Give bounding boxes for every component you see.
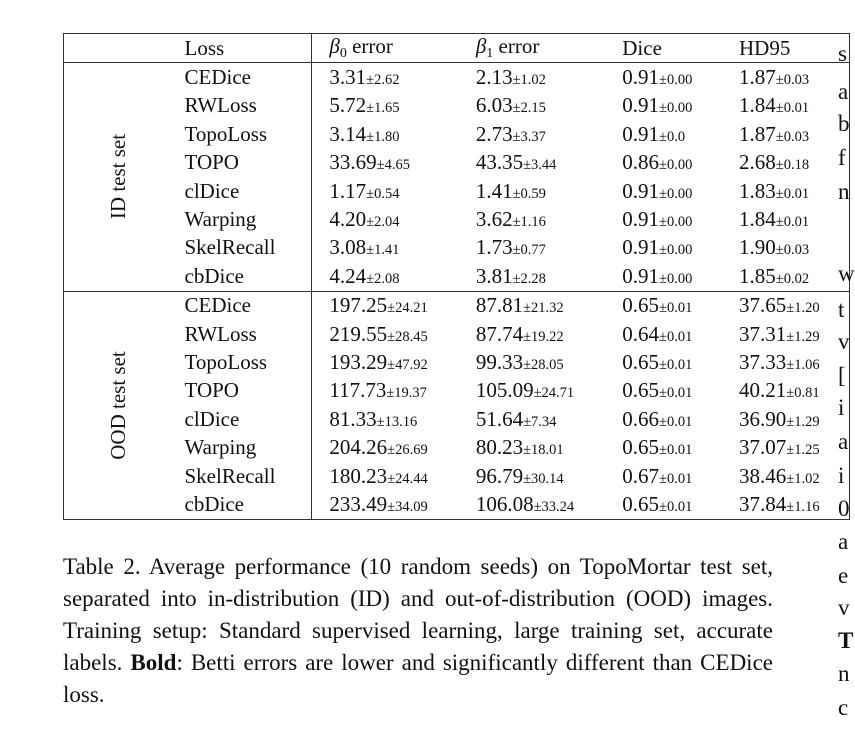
cell-hd95 <box>735 291 850 320</box>
table-row <box>64 262 850 291</box>
cut-text-fragment: 0 <box>838 496 850 521</box>
cell-hd95 <box>735 92 850 120</box>
cell-value: 0.65 <box>622 293 660 318</box>
cell-std: ±1.25 <box>786 442 820 459</box>
header-row <box>64 34 850 63</box>
cell-dice <box>618 348 735 376</box>
cell-value: 2.73 <box>475 121 513 146</box>
cell-value: 81.33 <box>329 406 377 431</box>
cell-beta1-error <box>472 262 618 291</box>
header-beta1-error: $\beta_1$ error <box>475 33 540 61</box>
cut-text-fragment: f <box>838 145 846 170</box>
cell-std: ±33.24 <box>533 498 575 515</box>
cell-dice <box>618 63 735 92</box>
cell-hd95 <box>735 262 850 291</box>
cell-std: ±0.01 <box>659 385 693 402</box>
table-row <box>64 348 850 376</box>
cell-beta0-error <box>312 262 472 291</box>
cell-value: 233.49 <box>329 491 388 516</box>
cell-std: ±1.02 <box>786 470 820 487</box>
cell-std: ±0.01 <box>659 300 693 317</box>
cell-value: 0.67 <box>622 463 660 488</box>
loss-name: RWLoss <box>173 92 312 120</box>
cell-value: 0.91 <box>622 235 660 260</box>
cell-std: ±0.01 <box>659 442 693 459</box>
cell-value: 117.73 <box>329 378 387 403</box>
cell-dice <box>618 433 735 461</box>
cell-beta1-error <box>472 149 618 177</box>
cell-value: 3.08 <box>329 235 367 260</box>
cell-beta0-error <box>312 490 472 519</box>
cell-std: ±1.65 <box>366 100 400 117</box>
cell-std: ±7.34 <box>523 413 557 430</box>
cell-std: ±1.29 <box>786 328 820 345</box>
cell-beta1-error <box>472 291 618 320</box>
cell-beta0-error <box>312 120 472 148</box>
table-row <box>64 433 850 461</box>
cell-std: ±21.32 <box>523 300 564 317</box>
caption-text-end: : Betti errors are lower and significantly different than CEDice loss. <box>63 650 773 707</box>
cell-value: 1.73 <box>475 235 513 260</box>
cell-beta1-error <box>472 177 618 205</box>
cell-std: ±0.18 <box>775 157 810 174</box>
cell-hd95 <box>735 405 850 433</box>
table-row <box>64 462 850 490</box>
cell-value: 0.91 <box>622 93 660 118</box>
cell-value: 3.62 <box>475 207 513 232</box>
cell-beta1-error <box>472 92 618 120</box>
group-label-cell <box>64 291 173 519</box>
cell-value: 0.66 <box>622 406 660 431</box>
cell-std: ±34.09 <box>387 498 428 515</box>
cell-beta0-error <box>312 205 472 233</box>
cell-dice <box>618 377 735 405</box>
cell-std: ±3.37 <box>512 128 546 145</box>
cell-hd95 <box>735 348 850 376</box>
cell-std: ±18.01 <box>523 442 564 459</box>
cell-beta0-error <box>312 348 472 376</box>
loss-name: cbDice <box>173 262 312 291</box>
cell-std: ±0.77 <box>512 242 546 259</box>
header-loss: Loss <box>173 34 312 63</box>
loss-name: Warping <box>173 205 312 233</box>
cell-value: 37.84 <box>738 491 787 516</box>
cell-std: ±28.45 <box>387 328 428 345</box>
cell-value: 4.20 <box>329 207 367 232</box>
cell-std: ±0.01 <box>659 328 693 345</box>
cell-std: ±2.08 <box>366 270 400 287</box>
loss-name: CEDice <box>173 63 312 92</box>
cut-text-fragment: b <box>838 111 850 136</box>
cell-beta0-error <box>312 234 472 262</box>
cell-beta1-error <box>472 348 618 376</box>
cell-std: ±1.20 <box>786 300 820 317</box>
table-row <box>64 92 850 120</box>
cell-std: ±0.03 <box>775 128 810 145</box>
cut-text-fragment: n <box>838 179 850 204</box>
cell-std: ±0.00 <box>659 100 693 117</box>
cell-value: 1.83 <box>738 178 776 203</box>
table-row <box>64 234 850 262</box>
cell-dice <box>618 262 735 291</box>
cut-text-fragment: T <box>838 628 854 653</box>
cell-std: ±0.81 <box>786 385 820 402</box>
cell-value: 37.33 <box>738 349 787 374</box>
cell-beta0-error <box>312 405 472 433</box>
table-row <box>64 291 850 320</box>
cell-value: 3.81 <box>475 263 513 288</box>
cell-dice <box>618 320 735 348</box>
cell-std: ±0.59 <box>512 185 546 202</box>
cell-std: ±0.01 <box>775 100 810 117</box>
table-row <box>64 149 850 177</box>
cell-std: ±0.01 <box>659 356 693 373</box>
header-hd95: HD95 <box>738 35 791 60</box>
cell-value: 6.03 <box>475 93 513 118</box>
cell-dice <box>618 462 735 490</box>
cut-text-fragment: n <box>838 661 850 686</box>
cell-value: 0.91 <box>622 121 660 146</box>
cell-beta0-error <box>312 63 472 92</box>
cell-std: ±0.02 <box>775 270 810 287</box>
cut-text-fragment: s <box>838 41 847 66</box>
cell-hd95 <box>735 234 850 262</box>
table-caption <box>63 551 773 711</box>
loss-name: SkelRecall <box>173 462 312 490</box>
cell-beta1-error <box>472 63 618 92</box>
cell-value: 106.08 <box>475 491 534 516</box>
cell-value: 197.25 <box>329 293 388 318</box>
cell-dice <box>618 234 735 262</box>
cell-value: 87.81 <box>475 293 524 318</box>
cell-value: 219.55 <box>329 321 388 346</box>
cell-value: 33.69 <box>329 150 377 175</box>
cell-std: ±1.41 <box>366 242 400 259</box>
cell-value: 0.91 <box>622 207 660 232</box>
cell-value: 4.24 <box>329 263 367 288</box>
cell-dice <box>618 92 735 120</box>
cell-std: ±3.44 <box>523 157 557 174</box>
cell-std: ±24.21 <box>387 300 428 317</box>
cut-text-fragment: i <box>838 463 845 488</box>
cell-value: 2.68 <box>738 150 776 175</box>
cell-dice <box>618 149 735 177</box>
cell-beta1-error <box>472 234 618 262</box>
cell-std: ±24.44 <box>387 470 428 487</box>
cell-dice <box>618 490 735 519</box>
cell-value: 99.33 <box>475 349 524 374</box>
cell-value: 0.65 <box>622 491 660 516</box>
cell-std: ±4.65 <box>376 157 410 174</box>
cell-std: ±19.22 <box>523 328 564 345</box>
cell-value: 40.21 <box>738 378 787 403</box>
cell-std: ±1.16 <box>512 214 546 231</box>
cell-value: 87.74 <box>475 321 524 346</box>
cut-text-fragment: i <box>838 395 845 420</box>
cell-std: ±2.62 <box>366 72 400 89</box>
cell-dice <box>618 205 735 233</box>
loss-name: Warping <box>173 433 312 461</box>
header-group-column <box>64 34 173 63</box>
cell-std: ±0.03 <box>775 72 810 89</box>
cell-value: 0.91 <box>622 178 660 203</box>
cell-beta0-error <box>312 149 472 177</box>
cell-value: 3.31 <box>329 65 367 90</box>
cell-hd95 <box>735 462 850 490</box>
cell-std: ±1.80 <box>366 128 400 145</box>
cell-std: ±0.00 <box>659 214 693 231</box>
cell-std: ±0.01 <box>659 498 693 515</box>
loss-name: SkelRecall <box>173 234 312 262</box>
cell-std: ±28.05 <box>523 356 564 373</box>
cell-value: 1.87 <box>738 121 776 146</box>
cell-value: 1.84 <box>738 207 776 232</box>
cell-value: 180.23 <box>329 463 388 488</box>
cell-std: ±0.01 <box>775 214 810 231</box>
cell-hd95 <box>735 320 850 348</box>
cell-value: 37.65 <box>738 293 787 318</box>
cell-std: ±26.69 <box>387 442 428 459</box>
cell-std: ±1.16 <box>786 498 820 515</box>
cell-value: 0.91 <box>622 263 660 288</box>
loss-name: clDice <box>173 405 312 433</box>
cell-value: 37.31 <box>738 321 787 346</box>
cell-std: ±0.00 <box>659 157 693 174</box>
loss-name: TopoLoss <box>173 120 312 148</box>
cell-std: ±19.37 <box>386 385 427 402</box>
cell-value: 37.07 <box>738 435 787 460</box>
cell-beta1-error <box>472 320 618 348</box>
loss-name: clDice <box>173 177 312 205</box>
cell-value: 51.64 <box>475 406 524 431</box>
cell-std: ±13.16 <box>376 413 418 430</box>
cell-beta0-error <box>312 433 472 461</box>
cell-value: 0.91 <box>622 65 660 90</box>
cell-hd95 <box>735 377 850 405</box>
cell-value: 105.09 <box>475 378 534 403</box>
cell-std: ±0.00 <box>659 185 693 202</box>
cell-value: 1.87 <box>738 65 776 90</box>
table-row <box>64 320 850 348</box>
group-label-cell <box>64 63 173 291</box>
cell-value: 0.65 <box>622 349 660 374</box>
cell-beta1-error <box>472 405 618 433</box>
table-row <box>64 377 850 405</box>
cell-value: 38.46 <box>738 463 787 488</box>
cut-text-fragment: e <box>838 563 849 588</box>
cell-std: ±0.0 <box>659 128 686 145</box>
cut-text-fragment: [ <box>838 363 846 388</box>
cell-dice <box>618 291 735 320</box>
cut-text-fragment: w <box>838 261 855 286</box>
table-row <box>64 177 850 205</box>
group-label: ID test set <box>105 134 130 220</box>
cell-value: 0.64 <box>622 321 660 346</box>
cell-value: 43.35 <box>475 150 524 175</box>
cell-value: 1.41 <box>475 178 513 203</box>
cell-dice <box>618 177 735 205</box>
table-body <box>64 63 850 519</box>
cell-beta1-error <box>472 490 618 519</box>
cell-std: ±47.92 <box>387 356 428 373</box>
cell-hd95 <box>735 120 850 148</box>
cell-std: ±0.01 <box>775 185 810 202</box>
cell-std: ±0.00 <box>659 270 693 287</box>
cell-value: 1.17 <box>329 178 367 203</box>
cell-beta1-error <box>472 205 618 233</box>
cut-text-fragment: c <box>838 695 849 720</box>
loss-name: TopoLoss <box>173 348 312 376</box>
caption-bold-term: Bold <box>130 650 177 675</box>
cell-std: ±2.15 <box>512 100 546 117</box>
cell-std: ±0.54 <box>366 185 400 202</box>
cell-value: 204.26 <box>329 435 388 460</box>
cell-std: ±0.00 <box>659 72 693 89</box>
cell-value: 0.65 <box>622 435 660 460</box>
group-label: OOD test set <box>105 350 130 460</box>
cut-text-fragment: t <box>838 297 845 322</box>
table-row <box>64 120 850 148</box>
header-dice: Dice <box>622 35 662 60</box>
cell-std: ±1.06 <box>786 356 820 373</box>
cell-value: 3.14 <box>329 121 367 146</box>
cell-std: ±2.04 <box>366 214 400 231</box>
cell-std: ±2.28 <box>512 270 546 287</box>
cell-value: 0.65 <box>622 378 660 403</box>
cell-value: 36.90 <box>738 406 787 431</box>
cell-dice <box>618 120 735 148</box>
cell-std: ±0.01 <box>659 470 693 487</box>
cell-beta1-error <box>472 377 618 405</box>
cell-beta0-error <box>312 320 472 348</box>
cell-value: 1.84 <box>738 93 776 118</box>
cut-text-fragment: v <box>838 329 850 354</box>
cell-hd95 <box>735 205 850 233</box>
caption-text: Table 2. Average performance (10 random seeds) on TopoMortar test set, separated into in-distribution (ID) and out-of-distribution (OOD) images. Training setup: Standard supervised learning, large training set, accurate labels. <box>63 554 773 675</box>
cell-dice <box>618 405 735 433</box>
cell-value: 1.90 <box>738 235 776 260</box>
cut-text-fragment: v <box>838 595 850 620</box>
results-table <box>63 33 850 520</box>
cell-beta1-error <box>472 462 618 490</box>
loss-name: RWLoss <box>173 320 312 348</box>
header-beta0-error: $\beta_0$ error <box>329 33 393 61</box>
loss-name: CEDice <box>173 291 312 320</box>
table-row <box>64 490 850 519</box>
cell-hd95 <box>735 433 850 461</box>
cut-text-fragment: a <box>838 79 849 104</box>
cell-std: ±0.01 <box>659 413 693 430</box>
cell-value: 2.13 <box>475 65 513 90</box>
table-row <box>64 205 850 233</box>
cell-value: 193.29 <box>329 349 388 374</box>
cell-value: 0.86 <box>622 150 660 175</box>
loss-name: TOPO <box>173 149 312 177</box>
cell-beta0-error <box>312 92 472 120</box>
table-row <box>64 63 850 92</box>
table-row <box>64 405 850 433</box>
cell-value: 96.79 <box>475 463 524 488</box>
cut-text-fragment: a <box>838 529 849 554</box>
cell-beta1-error <box>472 120 618 148</box>
cell-value: 1.85 <box>738 263 776 288</box>
loss-name: TOPO <box>173 377 312 405</box>
loss-name: cbDice <box>173 490 312 519</box>
cell-std: ±30.14 <box>523 470 564 487</box>
cell-std: ±1.02 <box>512 72 546 89</box>
cell-std: ±0.00 <box>659 242 693 259</box>
cell-beta0-error <box>312 462 472 490</box>
cut-text-fragment: a <box>838 429 849 454</box>
cell-beta1-error <box>472 433 618 461</box>
cell-hd95 <box>735 149 850 177</box>
cell-hd95 <box>735 490 850 519</box>
cell-value: 5.72 <box>329 93 367 118</box>
cell-value: 80.23 <box>475 435 524 460</box>
cell-beta0-error <box>312 177 472 205</box>
cell-std: ±1.29 <box>786 413 820 430</box>
cell-hd95 <box>735 63 850 92</box>
cell-beta0-error <box>312 377 472 405</box>
cell-std: ±0.03 <box>775 242 810 259</box>
cell-beta0-error <box>312 291 472 320</box>
cell-std: ±24.71 <box>533 385 575 402</box>
cell-hd95 <box>735 177 850 205</box>
